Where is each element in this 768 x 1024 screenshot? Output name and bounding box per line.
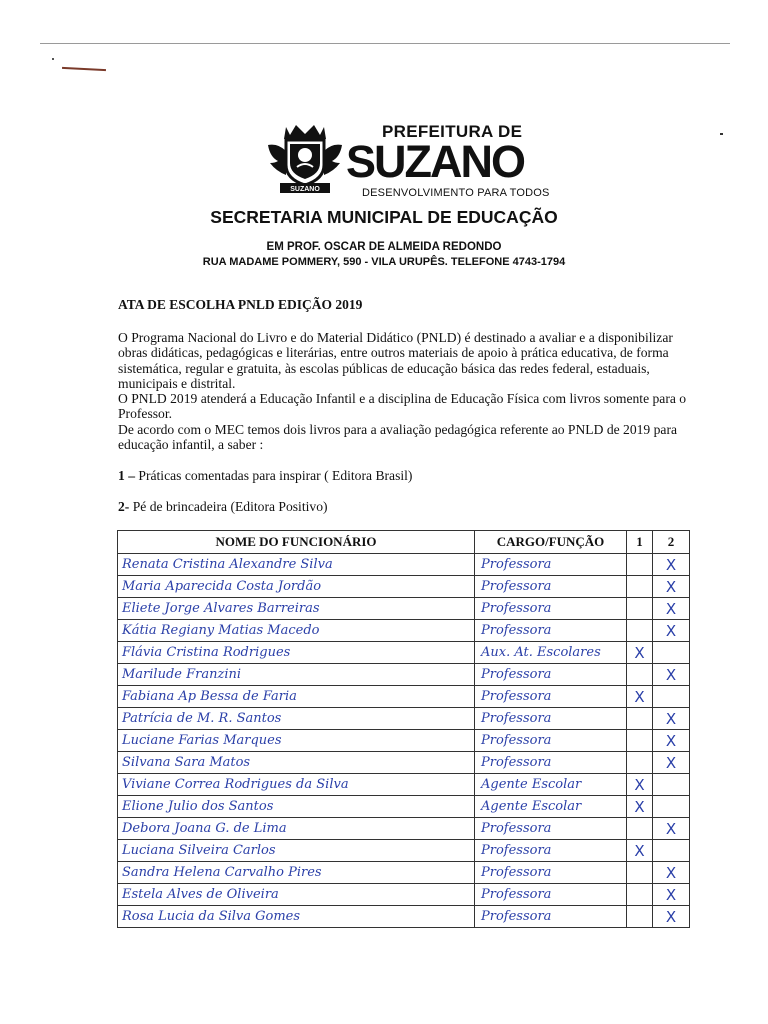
svg-text:SUZANO: SUZANO <box>290 186 320 193</box>
vote-mark-option-1: X <box>627 774 653 796</box>
employee-role: Professora <box>475 598 627 620</box>
table-row <box>118 686 690 708</box>
employee-role: Agente Escolar <box>475 774 627 796</box>
vote-mark-option-2: X <box>653 598 690 620</box>
column-header-role: CARGO/FUNÇÃO <box>475 531 627 554</box>
vote-mark-option-1 <box>627 708 653 730</box>
table-row <box>118 576 690 598</box>
employee-role: Professora <box>475 906 627 928</box>
employee-role: Professora <box>475 664 627 686</box>
scan-artifact-line <box>40 43 730 44</box>
vote-mark-option-2: X <box>653 906 690 928</box>
vote-mark-option-2 <box>653 796 690 818</box>
vote-mark-option-1 <box>627 906 653 928</box>
vote-mark-option-2: X <box>653 752 690 774</box>
employee-name: Silvana Sara Matos <box>118 752 475 774</box>
table-row <box>118 554 690 576</box>
employee-role: Professora <box>475 884 627 906</box>
employee-role: Professora <box>475 708 627 730</box>
table-row <box>118 862 690 884</box>
vote-mark-option-1 <box>627 576 653 598</box>
employee-role: Professora <box>475 554 627 576</box>
table-row <box>118 796 690 818</box>
city-crest-icon <box>266 123 344 195</box>
employee-name: Maria Aparecida Costa Jordão <box>118 576 475 598</box>
vote-mark-option-1 <box>627 664 653 686</box>
scan-artifact-dash <box>62 67 106 71</box>
employee-role: Professora <box>475 620 627 642</box>
vote-mark-option-2: X <box>653 730 690 752</box>
book-option-number: 1 – <box>118 468 135 483</box>
column-header-option-1: 1 <box>627 531 653 554</box>
column-header-option-2: 2 <box>653 531 690 554</box>
vote-mark-option-1 <box>627 884 653 906</box>
table-row <box>118 840 690 862</box>
document-title: ATA DE ESCOLHA PNLD EDIÇÃO 2019 <box>118 297 363 312</box>
vote-mark-option-2 <box>653 774 690 796</box>
document-body <box>118 330 698 452</box>
table-row <box>118 730 690 752</box>
employee-name: Rosa Lucia da Silva Gomes <box>118 906 475 928</box>
column-header-name: NOME DO FUNCIONÁRIO <box>118 531 475 554</box>
employee-role: Professora <box>475 818 627 840</box>
vote-mark-option-1 <box>627 730 653 752</box>
city-slogan: DESENVOLVIMENTO PARA TODOS <box>362 187 550 199</box>
table-row <box>118 664 690 686</box>
employee-role: Aux. At. Escolares <box>475 642 627 664</box>
employee-name: Eliete Jorge Alvares Barreiras <box>118 598 475 620</box>
vote-mark-option-1 <box>627 752 653 774</box>
employee-role: Professora <box>475 730 627 752</box>
employee-name: Patrícia de M. R. Santos <box>118 708 475 730</box>
employee-name: Luciana Silveira Carlos <box>118 840 475 862</box>
table-row <box>118 752 690 774</box>
vote-mark-option-2 <box>653 840 690 862</box>
vote-mark-option-1: X <box>627 796 653 818</box>
school-address: RUA MADAME POMMERY, 590 - VILA URUPÊS. TELEFONE 4743-1794 <box>202 256 566 268</box>
vote-mark-option-2: X <box>653 708 690 730</box>
table-row <box>118 708 690 730</box>
table-row <box>118 598 690 620</box>
vote-mark-option-2: X <box>653 620 690 642</box>
employee-name: Estela Alves de Oliveira <box>118 884 475 906</box>
employee-name: Flávia Cristina Rodrigues <box>118 642 475 664</box>
employee-name: Fabiana Ap Bessa de Faria <box>118 686 475 708</box>
employee-name: Kátia Regiany Matias Macedo <box>118 620 475 642</box>
book-option-title: Práticas comentadas para inspirar ( Editora Brasil) <box>135 468 413 483</box>
vote-mark-option-1: X <box>627 686 653 708</box>
table-body <box>118 554 690 928</box>
employee-name: Debora Joana G. de Lima <box>118 818 475 840</box>
staff-vote-table <box>117 530 690 928</box>
vote-mark-option-2: X <box>653 664 690 686</box>
employee-role: Professora <box>475 752 627 774</box>
vote-mark-option-2: X <box>653 576 690 598</box>
prefeitura-label: PREFEITURA DE <box>382 122 523 141</box>
vote-mark-option-2 <box>653 686 690 708</box>
city-name-logo: SUZANO <box>346 136 524 187</box>
vote-mark-option-1 <box>627 554 653 576</box>
book-option-number: 2- <box>118 499 130 514</box>
vote-mark-option-1: X <box>627 642 653 664</box>
vote-mark-option-1 <box>627 818 653 840</box>
employee-name: Viviane Correa Rodrigues da Silva <box>118 774 475 796</box>
table-row <box>118 818 690 840</box>
table-row <box>118 774 690 796</box>
vote-mark-option-1 <box>627 620 653 642</box>
table-row <box>118 620 690 642</box>
book-option-2 <box>118 499 328 515</box>
vote-mark-option-2: X <box>653 884 690 906</box>
table-header-row <box>118 531 690 554</box>
paragraph: O PNLD 2019 atenderá a Educação Infantil e a disciplina de Educação Física com livros somente para o Professor. <box>118 391 687 422</box>
vote-mark-option-2 <box>653 642 690 664</box>
paragraph: O Programa Nacional do Livro e do Material Didático (PNLD) é destinado a avaliar e a disponibilizar obras didáticas, pedagógicas e literárias, entre outros materiais de apoio à prática educativa, de forma sistemática, regular e gratuita, às escolas públicas de educação básica das redes federal, estaduais, municipais e distrital. <box>118 330 673 391</box>
employee-role: Professora <box>475 862 627 884</box>
employee-name: Sandra Helena Carvalho Pires <box>118 862 475 884</box>
employee-role: Professora <box>475 840 627 862</box>
employee-role: Professora <box>475 686 627 708</box>
vote-mark-option-1: X <box>627 840 653 862</box>
employee-name: Elione Julio dos Santos <box>118 796 475 818</box>
vote-mark-option-2: X <box>653 554 690 576</box>
scan-artifact-dot <box>52 58 54 60</box>
employee-name: Marilude Franzini <box>118 664 475 686</box>
vote-mark-option-1 <box>627 598 653 620</box>
table-row <box>118 906 690 928</box>
employee-role: Agente Escolar <box>475 796 627 818</box>
employee-name: Renata Cristina Alexandre Silva <box>118 554 475 576</box>
paragraph: De acordo com o MEC temos dois livros para a avaliação pedagógica referente ao PNLD de 2019 para educação infantil, a saber : <box>118 421 678 453</box>
department-heading: SECRETARIA MUNICIPAL DE EDUCAÇÃO <box>210 207 558 227</box>
book-option-1 <box>118 468 412 484</box>
book-option-title: Pé de brincadeira (Editora Positivo) <box>129 499 328 514</box>
table-row <box>118 884 690 906</box>
vote-mark-option-1 <box>627 862 653 884</box>
vote-mark-option-2: X <box>653 818 690 840</box>
vote-mark-option-2: X <box>653 862 690 884</box>
school-name: EM PROF. OSCAR DE ALMEIDA REDONDO <box>266 241 502 253</box>
table-row <box>118 642 690 664</box>
scan-artifact-dot <box>720 133 723 135</box>
employee-name: Luciane Farias Marques <box>118 730 475 752</box>
employee-role: Professora <box>475 576 627 598</box>
